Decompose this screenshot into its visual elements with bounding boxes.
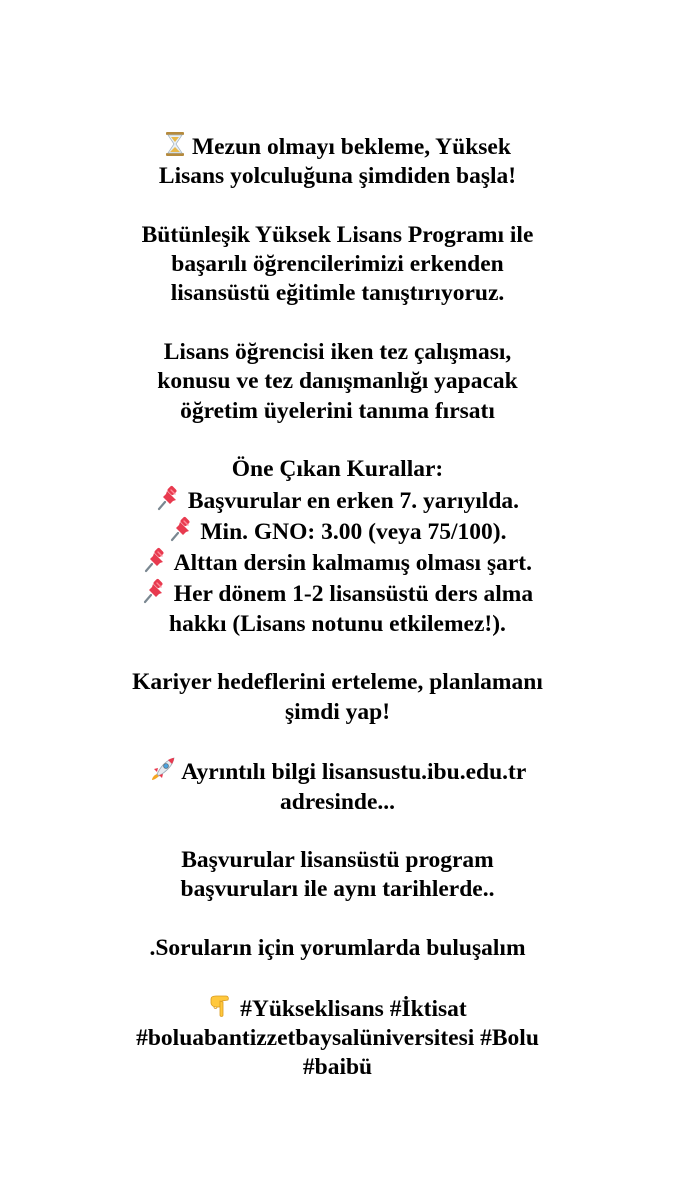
post-text <box>0 131 675 1083</box>
opportunity-line-1: Lisans öğrencisi iken tez çalışması, <box>163 339 512 366</box>
pushpin-icon <box>142 578 168 604</box>
career-line-1: Kariyer hedeflerini erteleme, planlamanı <box>132 669 543 696</box>
pushpin-icon <box>169 516 195 542</box>
rule-text: Her dönem 1-2 lisansüstü ders alma <box>173 581 534 608</box>
hashtags-line-3: #baibü <box>302 1054 373 1081</box>
intro-line-1 <box>0 131 675 162</box>
career-line-2: şimdi yap! <box>284 698 391 725</box>
hashtags-line-1 <box>0 993 675 1024</box>
hourglass-icon <box>164 131 186 157</box>
program-line-2: başarılı öğrencilerimizi erkenden <box>171 251 504 278</box>
rule-item <box>0 485 675 516</box>
opportunity-line-3: öğretim üyelerini tanıma fırsatı <box>180 397 495 424</box>
rule-text: Min. GNO: 3.00 (veya 75/100). <box>200 518 507 545</box>
rule-item <box>0 547 675 578</box>
intro-line-2: Lisans yolculuğuna şimdiden başla! <box>158 163 517 190</box>
pointing-down-hand-icon <box>208 993 234 1019</box>
dates-line-1: Başvurular lisansüstü program <box>181 847 494 874</box>
info-text-1: Ayrıntılı bilgi lisansustu.ibu.edu.tr <box>181 759 527 786</box>
rule-text: Alttan dersin kalmamış olması şart. <box>173 550 532 577</box>
info-line-2: adresinde... <box>279 788 396 815</box>
pushpin-icon <box>156 485 182 511</box>
rule-continuation: hakkı (Lisans notunu etkilemez!). <box>169 610 506 637</box>
rule-item <box>0 516 675 547</box>
rule-text: Başvurular en erken 7. yarıyılda. <box>187 487 520 514</box>
rocket-icon <box>149 756 177 782</box>
info-line-1 <box>0 756 675 787</box>
comments-line: .Soruların için yorumlarda buluşalım <box>149 935 526 962</box>
rules-heading: Öne Çıkan Kurallar: <box>231 456 444 483</box>
program-line-3: lisansüstü eğitimle tanıştırıyoruz. <box>170 280 505 307</box>
intro-text-1: Mezun olmayı bekleme, Yüksek <box>191 134 511 160</box>
pushpin-icon <box>143 547 169 573</box>
hashtags-line-2: #boluabantizzetbaysalüniversitesi #Bolu <box>136 1024 539 1051</box>
hashtags-text-1: #Yükseklisans #İktisat <box>240 995 467 1022</box>
opportunity-line-2: konusu ve tez danışmanlığı yapacak <box>157 368 518 395</box>
dates-line-2: başvuruları ile aynı tarihlerde.. <box>180 876 495 903</box>
rule-item <box>0 578 675 609</box>
program-line-1: Bütünleşik Yüksek Lisans Programı ile <box>141 221 534 248</box>
